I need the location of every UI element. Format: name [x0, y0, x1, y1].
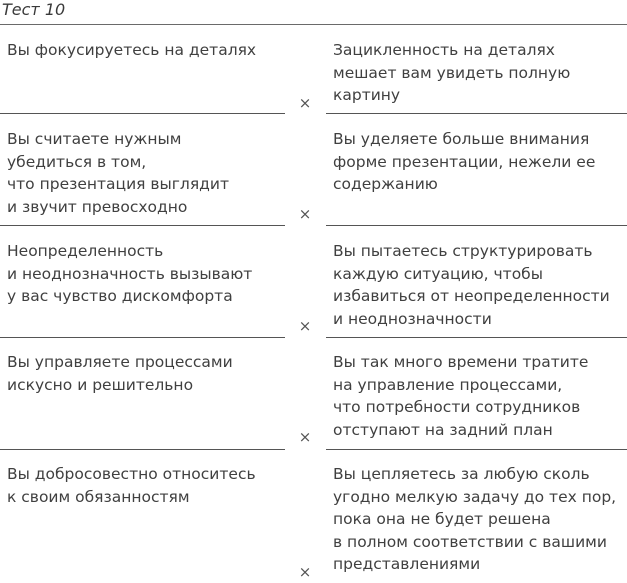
cross-mark: × — [298, 317, 312, 335]
cross-mark: × — [298, 94, 312, 112]
comparison-row — [0, 128, 627, 228]
comparison-row — [0, 351, 627, 451]
answer-line-left — [0, 225, 285, 226]
answer-line-left — [0, 337, 285, 338]
weakness-statement: Вы так много времени тратите на управление процессами, что потребности сотрудников отступают на задний план — [333, 353, 589, 439]
comparison-row — [0, 240, 627, 340]
strength-statement: Вы добросовестно относитесь к своим обязанностям — [7, 465, 256, 506]
strength-statement: Вы управляете процессами искусно и решительно — [7, 353, 233, 394]
weakness-statement: Зацикленность на деталях мешает вам увидеть полную картину — [333, 41, 571, 104]
cross-mark: × — [298, 563, 312, 581]
weakness-statement: Вы пытаетесь структурировать каждую ситуацию, чтобы избавиться от неопределенности и неоднозначности — [333, 242, 610, 328]
answer-line-right — [326, 449, 627, 450]
cross-mark: × — [298, 205, 312, 223]
answer-line-right — [326, 337, 627, 338]
comparison-row — [0, 39, 627, 116]
weakness-statement: Вы цепляетесь за любую сколь угодно мелкую задачу до тех пор, пока она не будет решена в полном соответствии с вашими представлениями — [333, 465, 617, 573]
title-rule — [0, 24, 627, 25]
strength-statement: Неопределенность и неоднозначность вызывают у вас чувство дискомфорта — [7, 242, 253, 305]
strength-statement: Вы считаете нужным убедиться в том, что презентация выглядит и звучит превосходно — [7, 130, 229, 216]
test-title: Тест 10 — [2, 0, 66, 19]
answer-line-left — [0, 449, 285, 450]
answer-line-right — [326, 113, 627, 114]
cross-mark: × — [298, 428, 312, 446]
comparison-row — [0, 463, 627, 581]
strength-statement: Вы фокусируетесь на деталях — [7, 41, 257, 59]
answer-line-left — [0, 113, 285, 114]
answer-line-right — [326, 225, 627, 226]
weakness-statement: Вы уделяете больше внимания форме презентации, нежели ее содержанию — [333, 130, 596, 193]
